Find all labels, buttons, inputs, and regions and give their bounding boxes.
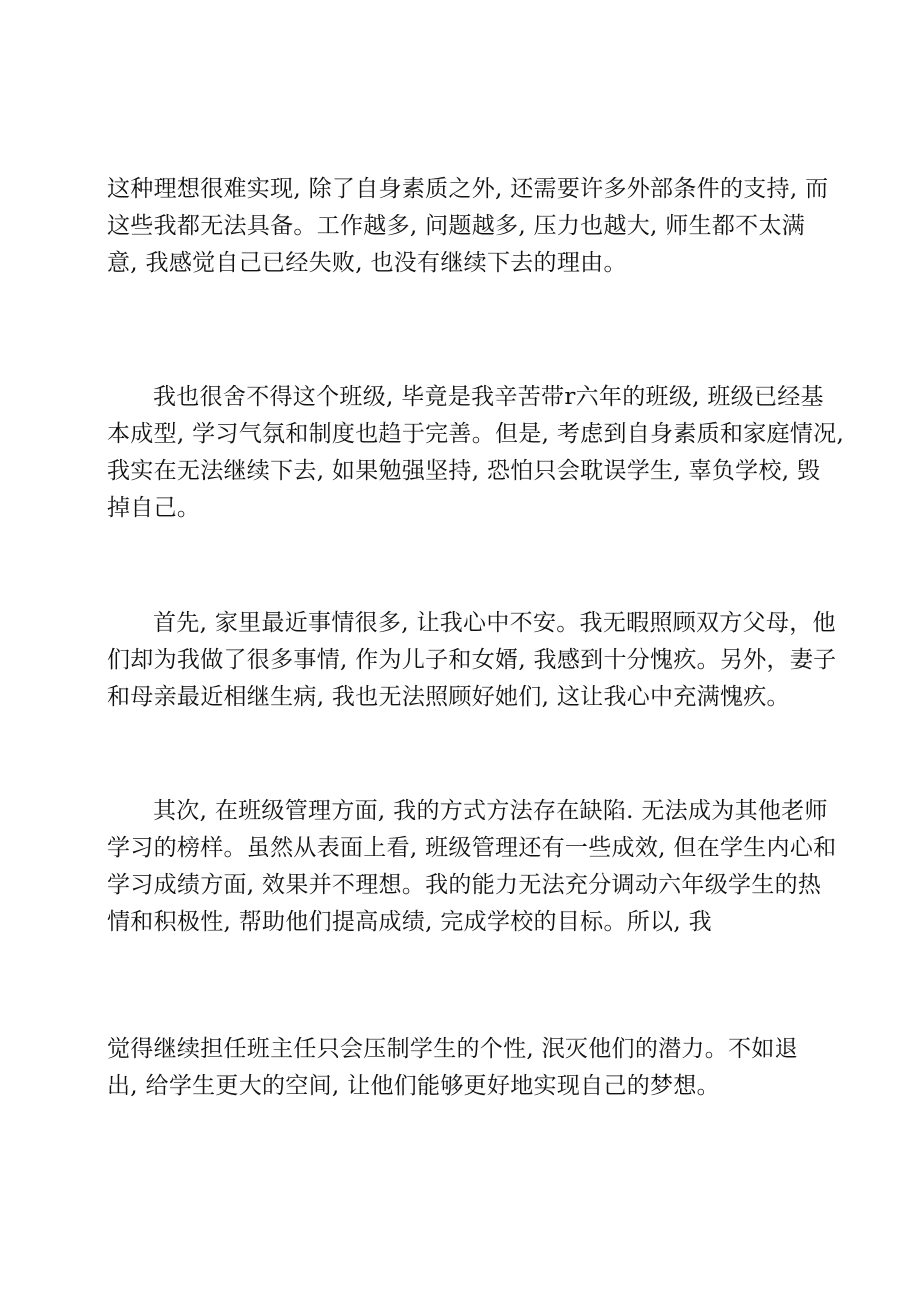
paragraph-line: 这种理想很难实现, 除了自身素质之外, 还需要许多外部条件的支持, 而 (107, 176, 829, 202)
paragraph-3 (107, 605, 837, 716)
paragraph-line: 我实在无法继续下去, 如果勉强坚持, 恐怕只会耽误学生, 辜负学校, 毁 (107, 458, 821, 484)
paragraph-line: 和母亲最近相继生病, 我也无法照顾好她们, 这让我心中充满愧疚。 (107, 684, 790, 710)
paragraph-line: 出, 给学生更大的空间, 让他们能够更好地实现自己的梦想。 (107, 1073, 720, 1099)
paragraph-line: 觉得继续担任班主任只会压制学生的个性, 泯灭他们的潜力。不如退 (107, 1036, 798, 1062)
paragraph-line: 学习成绩方面, 效果并不理想。我的能力无法充分调动六年级学生的热 (107, 872, 822, 898)
paragraph-line: 学习的榜样。虽然从表面上看, 班级管理还有一些成效, 但在学生内心和 (107, 835, 837, 861)
paragraph-line: 我也很舍不得这个班级, 毕竟是我辛苦带r六年的班级, 班级已经基 (153, 384, 824, 410)
paragraph-line: 本成型, 学习气氛和制度也趋于完善。但是, 考虑到自身素质和家庭情况, (107, 421, 845, 447)
paragraph-line: 首先, 家里最近事情很多, 让我心中不安。我无暇照顾双方父母，他 (153, 610, 836, 636)
paragraph-4 (107, 793, 837, 941)
paragraph-5 (107, 1031, 827, 1105)
paragraph-line: 这些我都无法具备。工作越多, 问题越多, 压力也越大, 师生都不太满 (107, 213, 806, 239)
paragraph-line: 意, 我感觉自己已经失败, 也没有继续下去的理由。 (107, 250, 627, 276)
paragraph-line: 掉自己。 (107, 495, 201, 521)
paragraph-2 (107, 379, 845, 527)
paragraph-line: 其次, 在班级管理方面, 我的方式方法存在缺陷. 无法成为其他老师 (153, 798, 828, 824)
paragraph-line: 情和积极性, 帮助他们提高成绩, 完成学校的目标。所以, 我 (107, 909, 712, 935)
paragraph-1 (107, 171, 827, 282)
paragraph-line: 们却为我做了很多事情, 作为儿子和女婿, 我感到十分愧疚。另外，妻子 (107, 647, 837, 673)
